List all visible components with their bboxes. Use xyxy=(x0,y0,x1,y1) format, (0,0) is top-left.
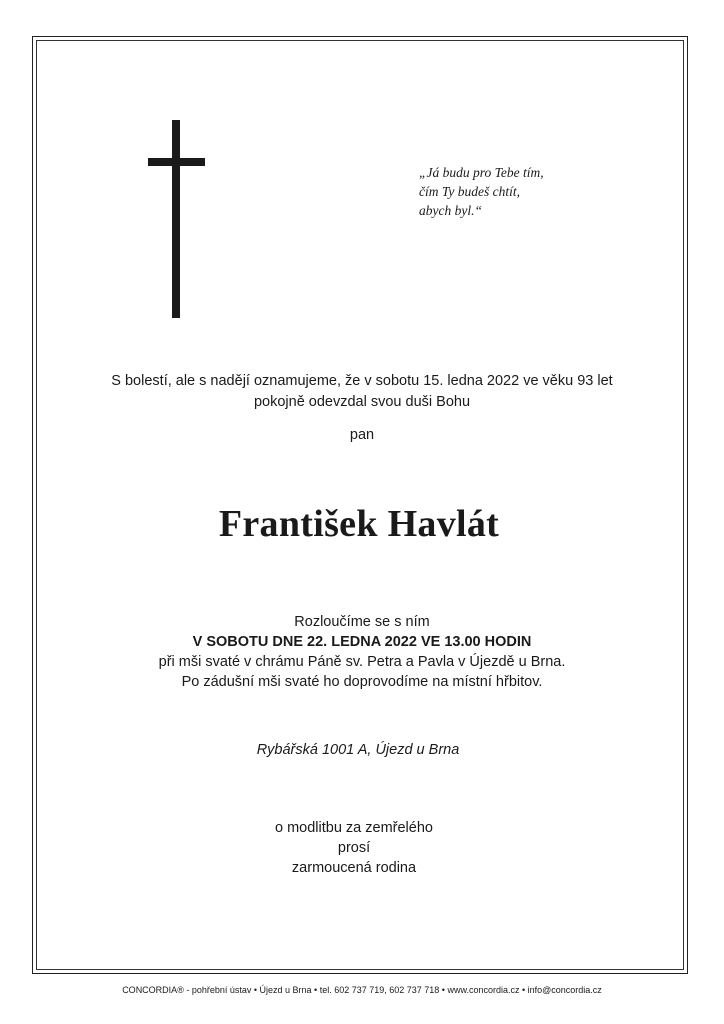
funeral-details xyxy=(0,612,724,692)
closing-request xyxy=(0,818,708,878)
cross-horizontal-bar xyxy=(148,158,205,166)
epitaph-quote xyxy=(419,163,544,220)
quote-line: „Já budu pro Tebe tím, xyxy=(419,165,544,180)
deceased-name: František Havlát xyxy=(218,503,500,545)
honorific: pan xyxy=(349,427,375,443)
farewell-line: Rozloučíme se s ním xyxy=(294,614,430,630)
funeral-home-footer: CONCORDIA® - pohřební ústav • Újezd u Brna • tel. 602 737 719, 602 737 718 • www.concordia.cz • info@concordia.cz xyxy=(122,985,602,995)
closing-line: o modlitbu za zemřelého xyxy=(275,820,433,836)
farewell-line: při mši svaté v chrámu Páně sv. Petra a Pavla v Újezdě u Brna. xyxy=(158,654,566,670)
quote-line: čím Ty budeš chtít, xyxy=(419,184,520,199)
closing-line: prosí xyxy=(337,840,371,856)
family-address: Rybářská 1001 A, Újezd u Brna xyxy=(256,742,460,758)
funeral-date-time: V SOBOTU DNE 22. LEDNA 2022 VE 13.00 HODIN xyxy=(192,634,532,650)
closing-line: zarmoucená rodina xyxy=(291,860,417,876)
farewell-line: Po zádušní mši svaté ho doprovodíme na místní hřbitov. xyxy=(181,674,543,690)
announcement-line: S bolestí, ale s nadějí oznamujeme, že v sobotu 15. ledna 2022 ve věku 93 let xyxy=(111,373,613,389)
cross-vertical-bar xyxy=(172,120,180,318)
quote-line: abych byl.“ xyxy=(419,203,482,218)
announcement-line: pokojně odevzdal svou duši Bohu xyxy=(253,394,471,410)
death-announcement xyxy=(0,371,724,413)
